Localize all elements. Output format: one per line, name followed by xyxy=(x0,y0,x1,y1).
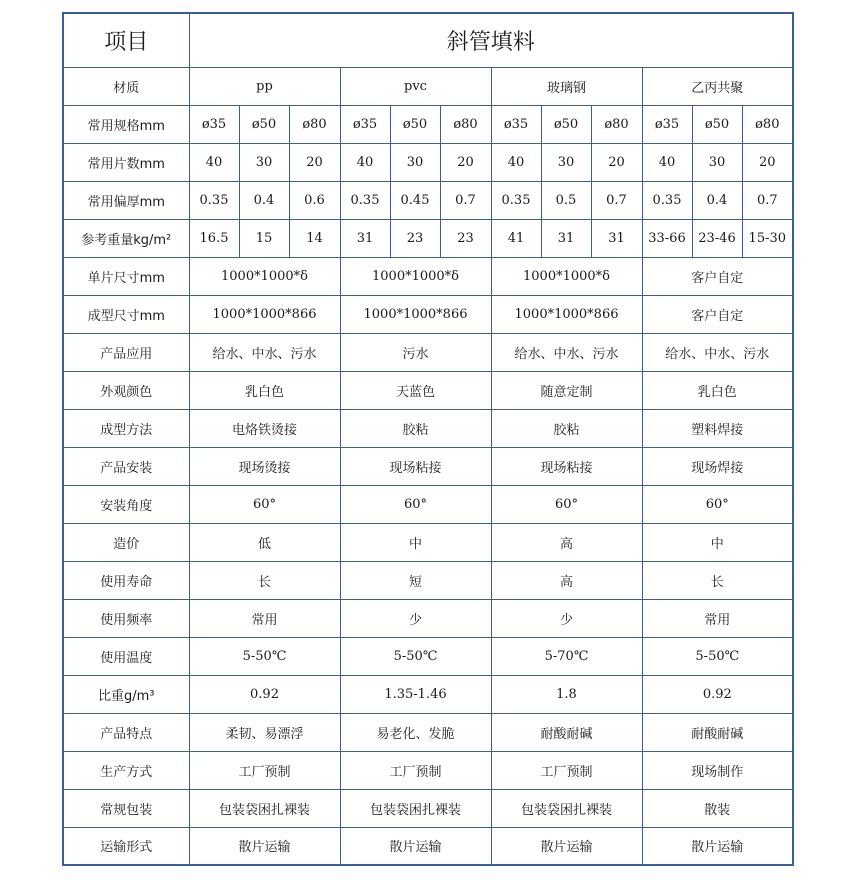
row-weight xyxy=(63,219,793,257)
row-label: 运输形式 xyxy=(63,827,189,865)
table-cell: 0.7 xyxy=(591,181,642,219)
table-cell: 乳白色 xyxy=(642,371,793,409)
item-header: 项目 xyxy=(63,13,189,67)
table-cell: 0.6 xyxy=(289,181,340,219)
table-cell: 0.45 xyxy=(390,181,440,219)
table-cell: ø50 xyxy=(541,105,591,143)
table-cell: ø35 xyxy=(340,105,390,143)
row-color xyxy=(63,371,793,409)
row-label: 成型方法 xyxy=(63,409,189,447)
table-cell: 1000*1000*866 xyxy=(189,295,340,333)
row-label: 使用频率 xyxy=(63,599,189,637)
table-cell: ø80 xyxy=(591,105,642,143)
table-cell: 污水 xyxy=(340,333,491,371)
table-cell: 散片运输 xyxy=(491,827,642,865)
table-cell: 60° xyxy=(491,485,642,523)
row-angle xyxy=(63,485,793,523)
table-cell: 31 xyxy=(541,219,591,257)
table-cell: 工厂预制 xyxy=(189,751,340,789)
row-label: 参考重量kg/m² xyxy=(63,219,189,257)
table-cell: 5-70℃ xyxy=(491,637,642,675)
table-cell: 1000*1000*866 xyxy=(491,295,642,333)
table-cell: 常用 xyxy=(189,599,340,637)
table-cell: 16.5 xyxy=(189,219,239,257)
table-cell: 30 xyxy=(692,143,742,181)
table-cell: 5-50℃ xyxy=(642,637,793,675)
table-cell: 随意定制 xyxy=(491,371,642,409)
table-cell: ø80 xyxy=(742,105,793,143)
row-label: 使用温度 xyxy=(63,637,189,675)
table-cell: ø35 xyxy=(491,105,541,143)
table-cell: 40 xyxy=(491,143,541,181)
table-cell: 1000*1000*δ xyxy=(340,257,491,295)
row-application xyxy=(63,333,793,371)
table-cell: 23-46 xyxy=(692,219,742,257)
table-cell: 耐酸耐碱 xyxy=(642,713,793,751)
material-name: 玻璃钢 xyxy=(491,67,642,105)
table-cell: 中 xyxy=(642,523,793,561)
table-cell: 1.8 xyxy=(491,675,642,713)
table-title: 斜管填料 xyxy=(189,13,793,67)
table-cell: 60° xyxy=(642,485,793,523)
row-label: 常规包装 xyxy=(63,789,189,827)
table-cell: 高 xyxy=(491,561,642,599)
table-cell: 给水、中水、污水 xyxy=(491,333,642,371)
table-cell: ø50 xyxy=(239,105,289,143)
table-cell: 少 xyxy=(340,599,491,637)
table-cell: 0.92 xyxy=(642,675,793,713)
table-cell: 1.35-1.46 xyxy=(340,675,491,713)
table-cell: 包装袋困扎裸装 xyxy=(189,789,340,827)
table-cell: ø35 xyxy=(189,105,239,143)
row-label: 生产方式 xyxy=(63,751,189,789)
table-cell: 常用 xyxy=(642,599,793,637)
row-frequency xyxy=(63,599,793,637)
material-name: 乙丙共聚 xyxy=(642,67,793,105)
table-cell: 14 xyxy=(289,219,340,257)
table-cell: 散片运输 xyxy=(340,827,491,865)
table-cell: 1000*1000*δ xyxy=(189,257,340,295)
row-label: 安装角度 xyxy=(63,485,189,523)
table-cell: 30 xyxy=(390,143,440,181)
row-label: 使用寿命 xyxy=(63,561,189,599)
table-cell: 20 xyxy=(289,143,340,181)
table-cell: ø50 xyxy=(692,105,742,143)
table-cell: 23 xyxy=(390,219,440,257)
table-cell: 31 xyxy=(591,219,642,257)
table-cell: 散装 xyxy=(642,789,793,827)
table-cell: 高 xyxy=(491,523,642,561)
table-cell: 0.35 xyxy=(189,181,239,219)
spec-table xyxy=(62,12,794,866)
row-label: 比重g/m³ xyxy=(63,675,189,713)
table-cell: 现场粘接 xyxy=(491,447,642,485)
row-transport xyxy=(63,827,793,865)
table-cell: 0.7 xyxy=(440,181,491,219)
row-material xyxy=(63,67,793,105)
table-cell: 5-50℃ xyxy=(340,637,491,675)
table-cell: 40 xyxy=(642,143,692,181)
table-cell: 30 xyxy=(239,143,289,181)
table-cell: 20 xyxy=(591,143,642,181)
row-label: 常用片数mm xyxy=(63,143,189,181)
row-label: 外观颜色 xyxy=(63,371,189,409)
table-cell: 短 xyxy=(340,561,491,599)
table-cell: 0.92 xyxy=(189,675,340,713)
row-formed-size xyxy=(63,295,793,333)
row-spec xyxy=(63,105,793,143)
row-label: 材质 xyxy=(63,67,189,105)
table-cell: 20 xyxy=(742,143,793,181)
table-cell: 23 xyxy=(440,219,491,257)
table-cell: 5-50℃ xyxy=(189,637,340,675)
table-cell: 易老化、发脆 xyxy=(340,713,491,751)
row-temperature xyxy=(63,637,793,675)
table-cell: 0.7 xyxy=(742,181,793,219)
row-label: 单片尺寸mm xyxy=(63,257,189,295)
table-cell: ø50 xyxy=(390,105,440,143)
table-cell: 低 xyxy=(189,523,340,561)
row-label: 常用规格mm xyxy=(63,105,189,143)
table-cell: ø80 xyxy=(440,105,491,143)
row-density xyxy=(63,675,793,713)
table-cell: 包装袋困扎裸装 xyxy=(491,789,642,827)
table-cell: 客户自定 xyxy=(642,257,793,295)
table-cell: 现场焊接 xyxy=(642,447,793,485)
row-single-size xyxy=(63,257,793,295)
table-cell: 胶粘 xyxy=(340,409,491,447)
table-cell: 散片运输 xyxy=(189,827,340,865)
table-cell: 散片运输 xyxy=(642,827,793,865)
table-cell: 0.4 xyxy=(692,181,742,219)
row-label: 造价 xyxy=(63,523,189,561)
table-cell: 塑料焊接 xyxy=(642,409,793,447)
table-cell: 0.35 xyxy=(491,181,541,219)
table-cell: 0.35 xyxy=(642,181,692,219)
table-cell: 15 xyxy=(239,219,289,257)
table-cell: 0.35 xyxy=(340,181,390,219)
row-features xyxy=(63,713,793,751)
material-name: pp xyxy=(189,67,340,105)
table-cell: 20 xyxy=(440,143,491,181)
table-cell: ø80 xyxy=(289,105,340,143)
table-cell: 乳白色 xyxy=(189,371,340,409)
table-cell: 给水、中水、污水 xyxy=(642,333,793,371)
table-cell: 胶粘 xyxy=(491,409,642,447)
table-cell: 60° xyxy=(189,485,340,523)
row-thickness xyxy=(63,181,793,219)
table-cell: 40 xyxy=(189,143,239,181)
row-forming xyxy=(63,409,793,447)
material-name: pvc xyxy=(340,67,491,105)
table-cell: 30 xyxy=(541,143,591,181)
table-title-row xyxy=(63,13,793,67)
row-sheets xyxy=(63,143,793,181)
table-cell: 15-30 xyxy=(742,219,793,257)
table-cell: ø35 xyxy=(642,105,692,143)
row-production xyxy=(63,751,793,789)
table-cell: 41 xyxy=(491,219,541,257)
table-cell: 0.5 xyxy=(541,181,591,219)
table-cell: 现场烫接 xyxy=(189,447,340,485)
table-cell: 33-66 xyxy=(642,219,692,257)
table-cell: 工厂预制 xyxy=(340,751,491,789)
table-cell: 0.4 xyxy=(239,181,289,219)
table-cell: 工厂预制 xyxy=(491,751,642,789)
table-cell: 现场制作 xyxy=(642,751,793,789)
table-cell: 给水、中水、污水 xyxy=(189,333,340,371)
table-cell: 60° xyxy=(340,485,491,523)
table-cell: 现场粘接 xyxy=(340,447,491,485)
table-cell: 长 xyxy=(642,561,793,599)
row-label: 产品特点 xyxy=(63,713,189,751)
table-cell: 少 xyxy=(491,599,642,637)
table-cell: 包装袋困扎裸装 xyxy=(340,789,491,827)
row-label: 成型尺寸mm xyxy=(63,295,189,333)
table-cell: 长 xyxy=(189,561,340,599)
table-cell: 31 xyxy=(340,219,390,257)
row-install xyxy=(63,447,793,485)
table-cell: 电烙铁烫接 xyxy=(189,409,340,447)
table-cell: 客户自定 xyxy=(642,295,793,333)
table-cell: 中 xyxy=(340,523,491,561)
row-label: 产品安装 xyxy=(63,447,189,485)
table-cell: 1000*1000*866 xyxy=(340,295,491,333)
table-cell: 40 xyxy=(340,143,390,181)
row-label: 产品应用 xyxy=(63,333,189,371)
table-cell: 柔韧、易漂浮 xyxy=(189,713,340,751)
row-packaging xyxy=(63,789,793,827)
table-cell: 1000*1000*δ xyxy=(491,257,642,295)
row-cost xyxy=(63,523,793,561)
table-cell: 天蓝色 xyxy=(340,371,491,409)
row-lifespan xyxy=(63,561,793,599)
row-label: 常用偏厚mm xyxy=(63,181,189,219)
table-cell: 耐酸耐碱 xyxy=(491,713,642,751)
